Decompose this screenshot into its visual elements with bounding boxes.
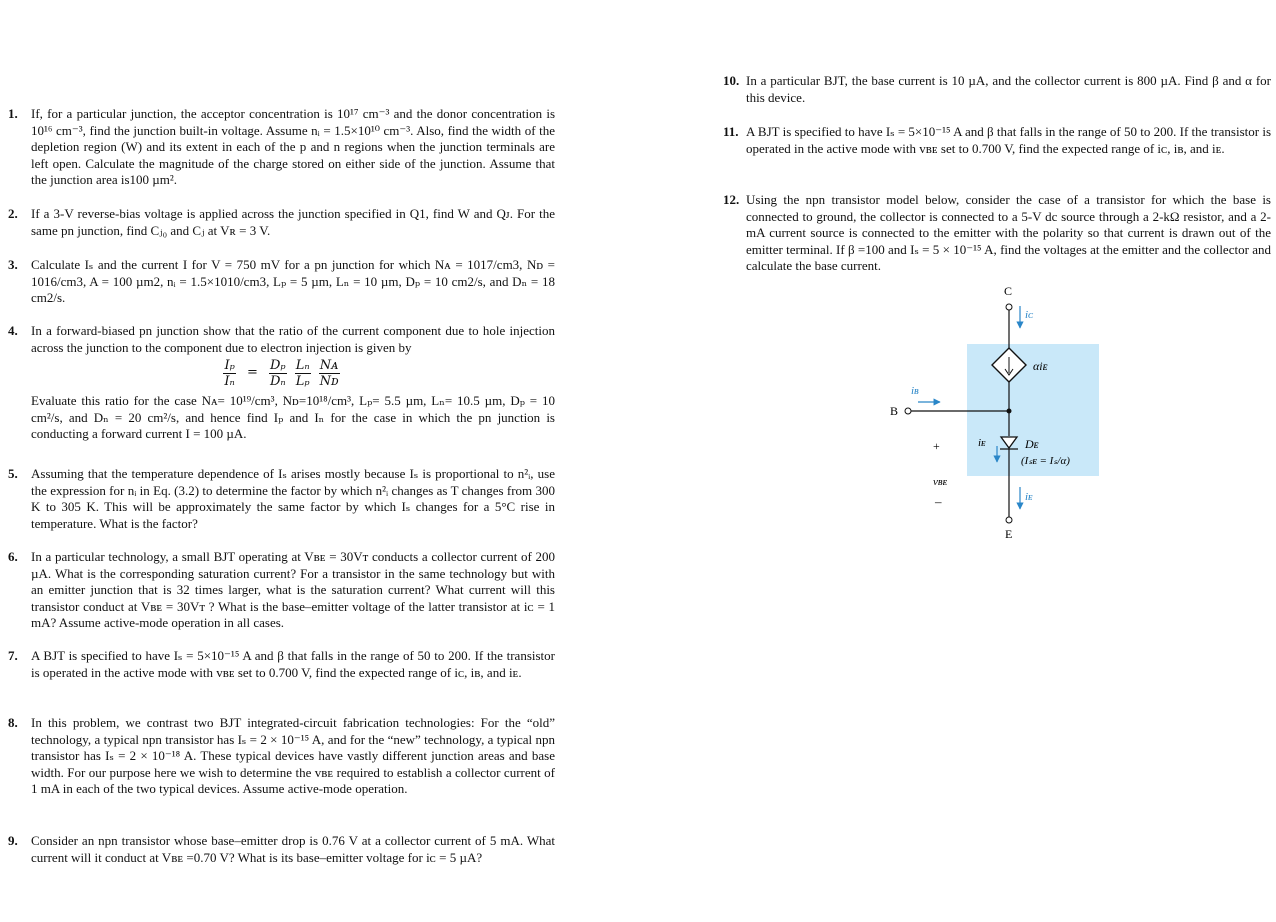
problem-text: In a forward-biased pn junction show that the ratio of the current component due to hole injection across the junction to the component due to electron injection is given by xyxy=(31,323,555,355)
problem-number: 5. xyxy=(8,466,18,481)
eq-term: Dₙ xyxy=(269,374,286,390)
problem-1 xyxy=(8,106,555,189)
ratio-equation xyxy=(8,358,555,389)
problem-text-continued: Evaluate this ratio for the case Nᴀ= 10¹⁹/cm³, Nᴅ=10¹⁸/cm³, Lₚ= 5.5 µm, Lₙ= 10.5 µm, Dₚ = 10 cm²/s, and Dₙ = 20 cm²/s, and hence find Iₚ and Iₙ for the case in which the pn junction is conducting a forward current I = 100 µA. xyxy=(31,393,555,442)
ie-label-top: iᴇ xyxy=(978,437,986,449)
problem-text: Consider an npn transistor whose base–emitter drop is 0.76 V at a collector current of 5 mA. What current will it conduct at Vʙᴇ =0.70 V? What is its base–emitter voltage for iᴄ = 5 µA? xyxy=(31,833,555,865)
collector-label: C xyxy=(1004,284,1013,298)
problem-number: 9. xyxy=(8,833,18,848)
problem-text: If a 3-V reverse-bias voltage is applied across the junction specified in Q1, find W and Qᴊ. For the same pn junction, find Cⱼ₀ and Cⱼ at Vʀ = 3 V. xyxy=(31,206,555,238)
problem-10 xyxy=(723,73,1271,106)
de-label: Dᴇ xyxy=(1025,437,1039,451)
problem-9 xyxy=(8,833,555,866)
emitter-terminal xyxy=(1006,517,1012,523)
problem-11 xyxy=(723,124,1271,157)
base-label: B xyxy=(890,404,899,418)
problem-number: 7. xyxy=(8,648,18,663)
eq-term: Nᴀ xyxy=(319,358,339,374)
source-label: αiᴇ xyxy=(1033,359,1048,373)
problem-text: Assuming that the temperature dependence of Iₛ arises mostly because Iₛ is proportional to n²ᵢ, use the expression for nᵢ in Eq. (3.2) to determine the factor by which n²ᵢ changes as T changes from 300 K to 305 K. This will be approximately the same factor by which Iₛ changes for a 5°C rise in temperature. What is the factor? xyxy=(31,466,555,531)
eq-term: Lₙ xyxy=(295,358,310,374)
emitter-label: E xyxy=(1005,527,1013,541)
vbe-minus: – xyxy=(935,494,942,509)
eq-sign: = xyxy=(246,365,258,381)
problem-number: 3. xyxy=(8,257,18,272)
base-terminal xyxy=(905,408,911,414)
problem-number: 6. xyxy=(8,549,18,564)
npn-model-circuit xyxy=(880,280,1120,545)
problem-7 xyxy=(8,648,555,681)
vbe-label: vʙᴇ xyxy=(933,476,947,488)
problem-number: 1. xyxy=(8,106,18,121)
problem-text: A BJT is specified to have Iₛ = 5×10⁻¹⁵ A and β that falls in the range of 50 to 200. If the transistor is operated in the active mode with vʙᴇ set to 0.700 V, find the expected range of iᴄ, iʙ, and iᴇ. xyxy=(31,648,555,680)
eq-term: Iₙ xyxy=(224,374,235,390)
problem-3 xyxy=(8,257,555,307)
ib-label: iʙ xyxy=(911,385,919,397)
problem-text: In a particular BJT, the base current is 10 µA, and the collector current is 800 µA. Find β and α for this device. xyxy=(746,73,1271,105)
collector-terminal xyxy=(1006,304,1012,310)
problem-text: A BJT is specified to have Iₛ = 5×10⁻¹⁵ A and β that falls in the range of 50 to 200. If the transistor is operated in the active mode with vʙᴇ set to 0.700 V, find the expected range of iᴄ, iʙ, and iᴇ. xyxy=(746,124,1271,156)
problem-number: 8. xyxy=(8,715,18,730)
ic-label: iᴄ xyxy=(1025,309,1034,321)
de-sub-label: (Iₛᴇ = Iₛ/α) xyxy=(1021,455,1070,467)
problem-number: 10. xyxy=(723,73,740,88)
problem-8 xyxy=(8,715,555,798)
problem-6 xyxy=(8,549,555,632)
problem-number: 4. xyxy=(8,323,18,338)
problem-text: In this problem, we contrast two BJT integrated-circuit fabrication technologies: For the “old” technology, a typical npn transistor has Iₛ = 2 × 10⁻¹⁵ A, and for the “new” technology, a typical npn transistor has Iₛ = 2 × 10⁻¹⁸ A. These typical devices have vastly different junction areas and base width. For our purpose here we wish to determine the vʙᴇ required to establish a collector current of 1 mA in each of the two typical devices. Assume active-mode operation. xyxy=(31,715,555,797)
problem-5 xyxy=(8,466,555,532)
problem-12 xyxy=(723,192,1271,275)
eq-term: Nᴅ xyxy=(319,374,339,390)
circuit-diagram xyxy=(880,280,1120,545)
problem-text: Calculate Iₛ and the current I for V = 750 mV for a pn junction for which Nᴀ = 1017/cm3, Nᴅ = 1016/cm3, A = 100 µm2, nᵢ = 1.5×1010/cm3, Lₚ = 5 µm, Lₙ = 10 µm, Dₚ = 10 cm2/s, and Dₙ = 18 cm2/s. xyxy=(31,257,555,306)
problem-number: 2. xyxy=(8,206,18,221)
problem-text: In a particular technology, a small BJT operating at Vʙᴇ = 30Vᴛ conducts a collector current of 200 µA. What is the corresponding saturation current? For a transistor in the same technology but with an emitter junction that is 32 times larger, what is the saturation current? What current will this transistor conduct at Vʙᴇ = 30Vᴛ ? What is the base–emitter voltage of the latter transistor at iᴄ = 1 mA? Assume active-mode operation in all cases. xyxy=(31,549,555,631)
eq-term: Iₚ xyxy=(224,358,235,374)
problem-number: 12. xyxy=(723,192,740,207)
problem-text: If, for a particular junction, the acceptor concentration is 10¹⁷ cm⁻³ and the donor concentration is 10¹⁶ cm⁻³, find the junction built-in voltage. Assume nᵢ = 1.5×10¹⁰ cm⁻³. Also, find the width of the depletion region (W) and its extent in each of the p and n regions when the junction terminals are left open. Calculate the magnitude of the charge stored on either side of the junction. Assume that the junction area is100 µm². xyxy=(31,106,555,188)
vbe-plus: + xyxy=(933,439,940,453)
problem-number: 11. xyxy=(723,124,739,139)
eq-term: Dₚ xyxy=(269,358,286,374)
problem-4 xyxy=(8,323,555,443)
problem-2 xyxy=(8,206,555,239)
eq-term: Lₚ xyxy=(295,374,310,390)
problem-text: Using the npn transistor model below, consider the case of a transistor for which the base is connected to ground, the collector is connected to a 5-V dc source through a 2-kΩ resistor, and a 2-mA current source is connected to the emitter with the polarity so that current is drawn out of the emitter terminal. If β =100 and Iₛ = 5 × 10⁻¹⁵ A, find the voltages at the emitter and the collector and calculate the base current. xyxy=(746,192,1271,274)
ie-label-bottom: iᴇ xyxy=(1025,491,1033,503)
